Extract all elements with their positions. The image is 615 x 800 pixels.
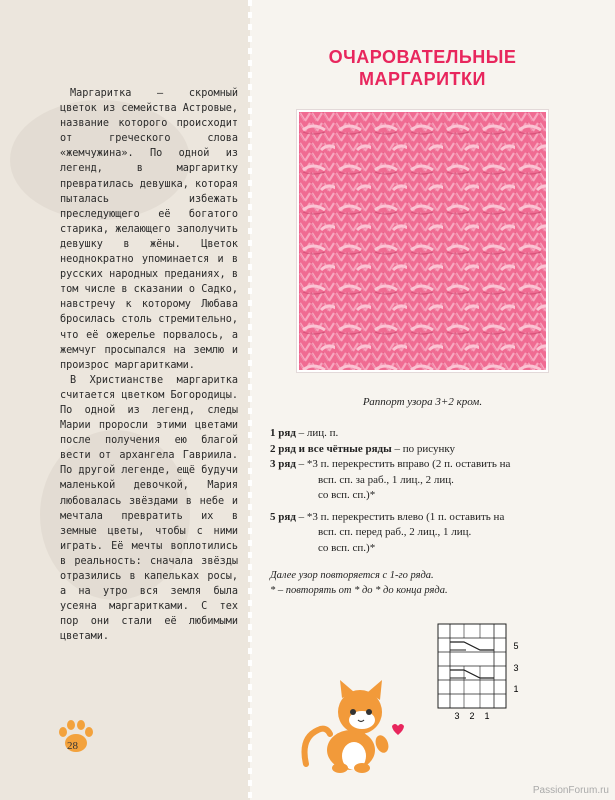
pattern-caption: Раппорт узора 3+2 кром. [362,396,483,408]
story-paragraph-2: В Христианстве маргаритка считается цветком Богородицы. По одной из легенд, следы Марии проросли этими цветами после получения ею благой вести от архангела Гавриила. По другой легенде, ещё будучи маленькой девочкой, Мария любовалась звёздами в небе и мечтала превратить их в земные цветы, чтобы с ними играть. Её мечты воплотились в реальность: сначала звёзды отразились в капельках росы, а на утро вся земля была усеяна маргаритками. С тех пор они стали её любимыми цветами. [60,374,238,643]
cat-illustration [296,668,416,778]
pattern-instructions [270,426,600,556]
column-label: 1 [484,711,490,721]
pattern-notes [270,568,600,598]
row-label: 5 [513,641,519,651]
row-3-cont: всп. сп. за раб., 1 лиц., 2 лиц. [318,473,454,486]
title-line-2: МАРГАРИТКИ [359,69,486,89]
row-5: 5 ряд – *3 п. перекрестить влево (1 п. оставить на [270,510,505,523]
row-5-cont: со всп. сп.)* [318,541,376,554]
title-line-1: ОЧАРОВАТЕЛЬНЫЕ [328,47,517,67]
column-label: 3 [454,711,460,721]
page-title [300,46,545,90]
row-label: 1 [513,684,519,694]
story-text [60,86,238,644]
row-2: 2 ряд и все чётные ряды – по рисунку [270,442,456,455]
row-5-cont: всп. сп. перед раб., 2 лиц., 1 лиц. [318,526,472,538]
row-3-cont: со всп. сп.)* [318,489,376,501]
row-1: 1 ряд – лиц. п. [270,427,339,439]
row-3: 3 ряд – *3 п. перекрестить вправо (2 п. оставить на [270,458,511,470]
column-label: 2 [469,711,475,721]
knit-texture [299,112,546,370]
row-label: 3 [513,663,519,673]
note-asterisk: * – повторять от * до * до конца ряда. [270,585,448,596]
note-repeat: Далее узор повторяется с 1-го ряда. [270,570,434,581]
story-paragraph-1: Маргаритка – скромный цветок из семейства Астровые, название которого происходит от греческого слова «жемчужина». По одной из легенд, в маргаритку превратилась девушка, которая пыталась избежать преследующего её богатого старика, желающего заполучить девушку в жёны. Цветок неоднократно упоминается и в русских народных преданиях, в том числе в сказании о Садко, навстречу к которому Любава бросилась столь стремительно, что её ожерелье порвалось, а жемчуг просыпался на землю и произрос маргаритками. [60,88,238,371]
stitch-chart [436,622,526,722]
paw-print-icon [56,718,96,758]
watermark: PassionForum.ru [532,785,609,796]
knitted-swatch-photo [297,110,548,372]
page-number: 28 [67,740,78,752]
